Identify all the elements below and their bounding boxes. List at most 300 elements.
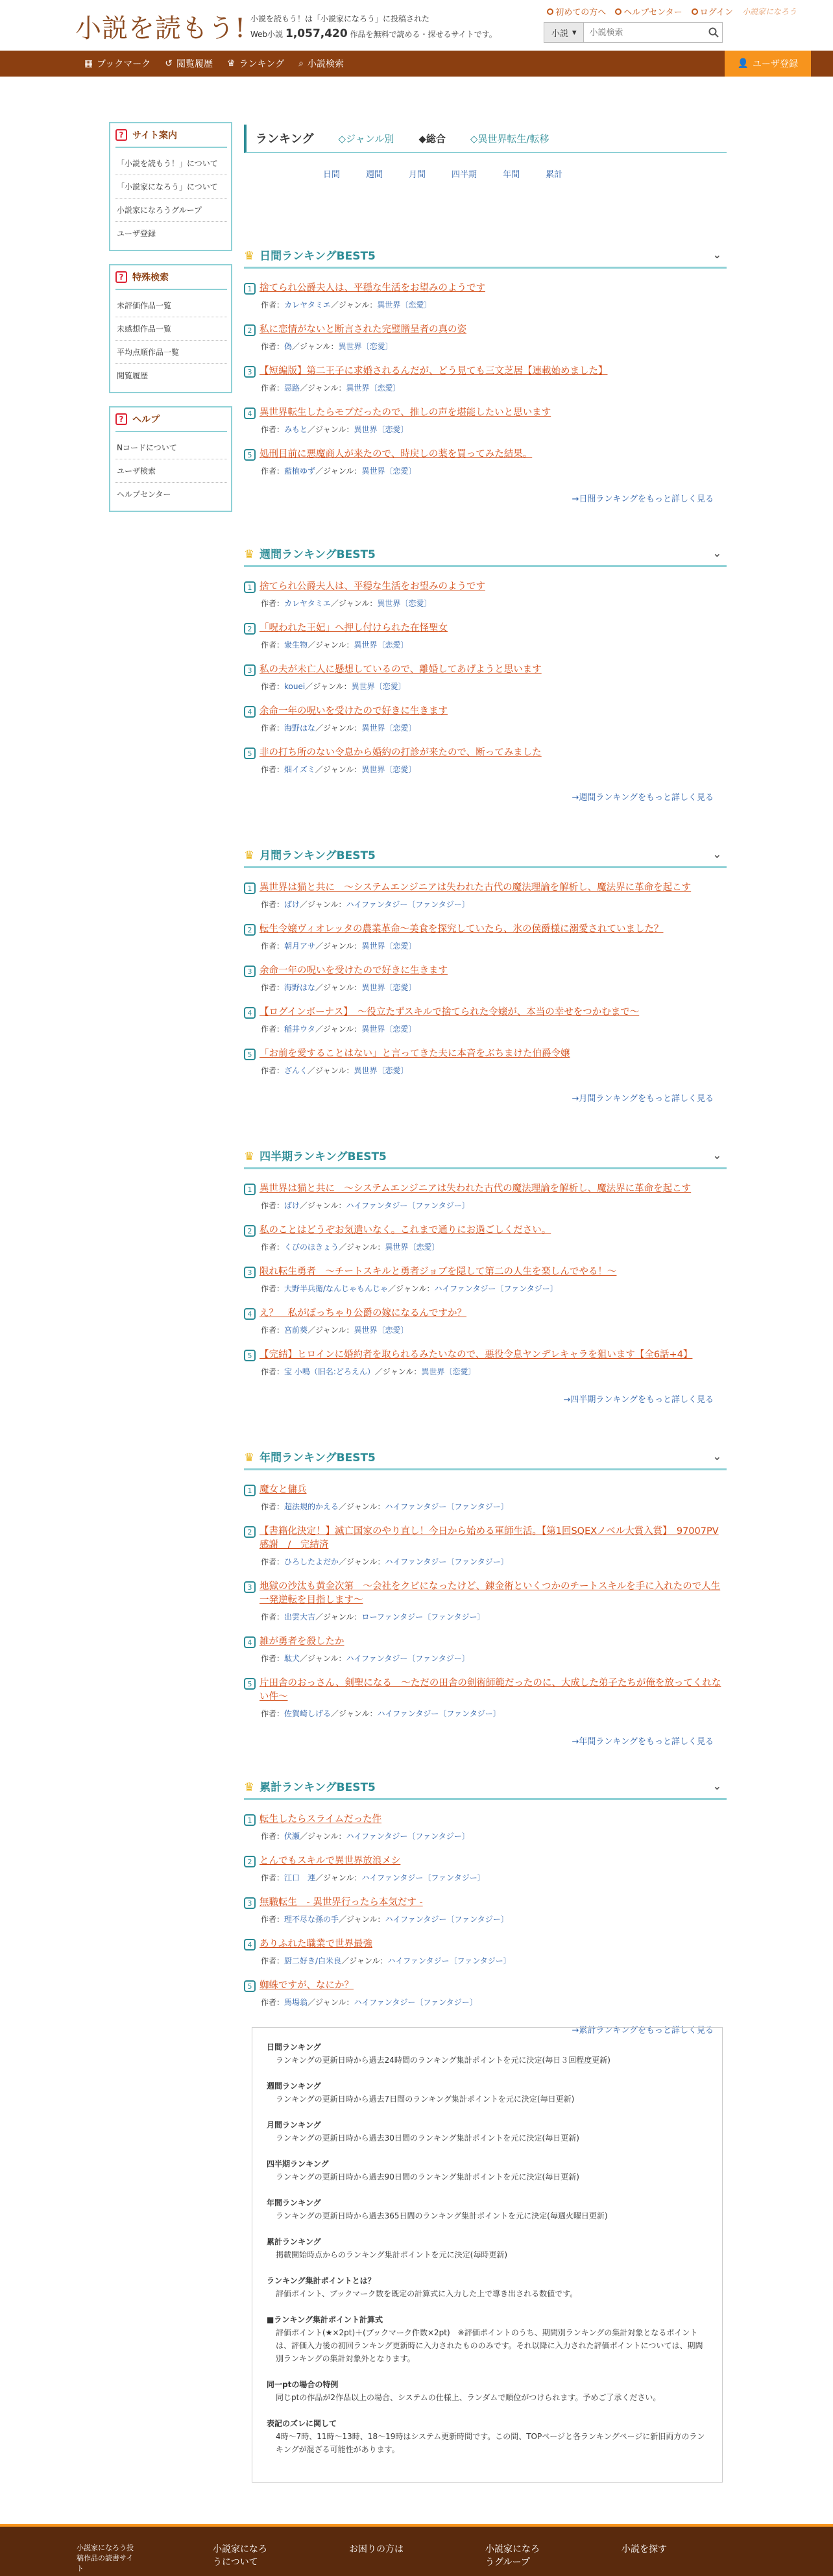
rank-number: 5 bbox=[244, 1049, 256, 1060]
novel-meta bbox=[261, 1997, 727, 2008]
author-link[interactable]: 江口 連 bbox=[284, 1873, 316, 1882]
sidebar-link[interactable]: Nコードについて bbox=[115, 436, 227, 459]
nav-history[interactable]: ↺ 閲覧履歴 bbox=[165, 58, 213, 69]
novel-title-link[interactable]: 処刑目前に悪魔商人が来たので、時戻しの薬を買ってみた結果。 bbox=[260, 449, 533, 459]
novel-meta bbox=[261, 722, 727, 733]
nav-ranking[interactable]: ♛ ランキング bbox=[227, 58, 285, 69]
period-link[interactable]: 累計 bbox=[546, 170, 563, 180]
tagline: 小説を読もう！は「小説家になろう」に投稿された bbox=[250, 14, 430, 23]
rank-number: 3 bbox=[244, 1581, 256, 1593]
sidebar-link[interactable]: 閲覧履歴 bbox=[117, 371, 149, 380]
novel-meta bbox=[261, 1653, 727, 1664]
ranking-item bbox=[244, 1483, 727, 1512]
tab-overall[interactable]: ◆総合 bbox=[418, 132, 446, 145]
site-footer bbox=[0, 2524, 833, 2576]
novel-meta bbox=[261, 299, 727, 310]
novel-meta bbox=[261, 1241, 727, 1252]
author-label: 作者： bbox=[261, 1915, 285, 1924]
main-nav bbox=[0, 51, 833, 77]
rank-number: 1 bbox=[244, 1485, 256, 1496]
author-link[interactable]: 出雲大吉 bbox=[284, 1612, 316, 1622]
more-ranking-link[interactable]: →週間ランキングをもっと詳しく見る bbox=[572, 793, 714, 803]
genre-link[interactable]: ハイファンタジー〔ファンタジー〕 bbox=[346, 900, 470, 909]
novel-title-link[interactable]: 限れ転生勇者 ～チートスキルと勇者ジョブを隠して第二の人生を楽しんでやる！～ bbox=[260, 1267, 617, 1277]
ranking-item bbox=[244, 746, 727, 775]
period-link[interactable]: 週間 bbox=[366, 170, 383, 180]
genre-label: ／ジャンル： bbox=[292, 342, 339, 351]
footer-link[interactable]: お困りの方は bbox=[349, 2544, 404, 2555]
tab-isekai[interactable]: ◇異世界転生/転移 bbox=[470, 132, 549, 145]
genre-label: ／ジャンル： bbox=[339, 1557, 385, 1566]
note-body: 同じptの作品が2作品以上の場合、システムの仕様上、ランダムで順位がつけられます。予めご了承ください。 bbox=[276, 2393, 661, 2402]
genre-link[interactable]: 異世界〔恋愛〕 bbox=[421, 1367, 476, 1376]
rank-number: 2 bbox=[244, 924, 256, 936]
nav-search[interactable]: ⌕ 小説検索 bbox=[298, 58, 344, 69]
chevron-down-icon: ⌄ bbox=[712, 1780, 721, 1792]
novel-meta bbox=[261, 1830, 727, 1841]
footer-link[interactable]: 小説家になろうグループ bbox=[485, 2544, 540, 2568]
syosetu-brand-link[interactable]: 小説家になろう bbox=[742, 7, 797, 16]
novel-meta bbox=[261, 1324, 727, 1335]
rank-number: 2 bbox=[244, 324, 256, 336]
author-link[interactable]: 藍植ゆず bbox=[284, 467, 316, 476]
more-ranking-link[interactable]: →月間ランキングをもっと詳しく見る bbox=[572, 1094, 714, 1104]
author-link[interactable]: 畑イズミ bbox=[284, 765, 315, 774]
author-label: 作者： bbox=[261, 765, 285, 774]
rank-number: 3 bbox=[244, 366, 256, 378]
search-button[interactable] bbox=[705, 23, 722, 42]
novel-meta bbox=[261, 1556, 727, 1567]
genre-link[interactable]: ハイファンタジー〔ファンタジー〕 bbox=[385, 1915, 509, 1924]
genre-label: ／ジャンル： bbox=[331, 1709, 378, 1718]
ranking-item-row bbox=[244, 1525, 727, 1552]
crown-icon: ♛ bbox=[227, 58, 235, 69]
novel-title-link[interactable]: 蜘蛛ですが、なにか？ bbox=[260, 1980, 354, 1991]
author-link[interactable]: 超法規的かえる bbox=[284, 1502, 339, 1511]
novel-title-link[interactable]: 異世界は猫と共に ～システムエンジニアは失われた古代の魔法理論を解析し、魔法界に革命を起こす bbox=[260, 882, 692, 893]
genre-link[interactable]: ローファンタジー〔ファンタジー〕 bbox=[361, 1612, 485, 1622]
genre-link[interactable]: ハイファンタジー〔ファンタジー〕 bbox=[434, 1284, 558, 1293]
section-title-wrap bbox=[244, 247, 376, 263]
novel-title-link[interactable]: 私のことはどうぞお気遣いなく。これまで通りにお過ごしください。 bbox=[260, 1225, 551, 1235]
ranking-item-row bbox=[244, 1677, 727, 1704]
ranking-item-row bbox=[244, 282, 727, 295]
novel-title-link[interactable]: 捨てられ公爵夫人は、平穏な生活をお望みのようです bbox=[260, 283, 485, 293]
genre-link[interactable]: ハイファンタジー〔ファンタジー〕 bbox=[346, 1832, 470, 1841]
sidebar-heading bbox=[115, 271, 227, 290]
author-link[interactable]: ばけ bbox=[284, 1201, 300, 1210]
ranking-item-row bbox=[244, 1348, 727, 1362]
novel-title-link[interactable]: 私に恋情がないと断言された完璧贈呈者の真の姿 bbox=[260, 324, 466, 335]
genre-link[interactable]: 異世界〔恋愛〕 bbox=[351, 682, 406, 691]
ranking-section bbox=[244, 545, 727, 803]
author-link[interactable]: 宮前葵 bbox=[284, 1326, 308, 1335]
novel-title-link[interactable]: 雑が勇者を殺したか bbox=[260, 1636, 344, 1647]
author-label: 作者： bbox=[261, 942, 285, 951]
ranking-item bbox=[244, 1813, 727, 1841]
author-label: 作者： bbox=[261, 1201, 285, 1210]
more-ranking-link[interactable]: →年間ランキングをもっと詳しく見る bbox=[572, 1737, 714, 1747]
novel-title-link[interactable]: 片田舎のおっさん、剣聖になる ～ただの田舎の剣術師範だったのに、大成した弟子たちが俺を放ってくれない件～ bbox=[260, 1678, 721, 1702]
chevron-down-icon: ⌄ bbox=[712, 249, 721, 261]
note-body: 4時〜7時、11時〜13時、18〜19時はシステム更新時間です。この間、TOPページと各ランキングページに新旧両方のランキングが混ざる可能性があります。 bbox=[276, 2432, 705, 2454]
ranking-item-row bbox=[244, 1006, 727, 1019]
genre-label: ／ジャンル： bbox=[305, 682, 352, 691]
tab-genre[interactable]: ◇ジャンル別 bbox=[338, 132, 394, 145]
ranking-item-row bbox=[244, 448, 727, 461]
ranking-item bbox=[244, 1677, 727, 1719]
ranking-item-row bbox=[244, 964, 727, 978]
novel-meta bbox=[261, 639, 727, 650]
novel-title-link[interactable]: 転生令嬢ヴィオレッタの農業革命～美食を探究していたら、氷の侯爵様に溺愛されていました？ bbox=[260, 924, 664, 934]
section-title: 四半期ランキングBEST5 bbox=[260, 1150, 387, 1163]
author-label: 作者： bbox=[261, 1557, 285, 1566]
ranking-item-row bbox=[244, 1224, 727, 1237]
author-link[interactable]: 佐賀崎しげる bbox=[284, 1709, 332, 1718]
ranking-section bbox=[244, 1448, 727, 1747]
author-label: 作者： bbox=[261, 1998, 285, 2007]
genre-label: ／ジャンル： bbox=[339, 1502, 385, 1511]
genre-link[interactable]: 異世界〔恋愛〕 bbox=[361, 983, 416, 992]
genre-link[interactable]: ハイファンタジー〔ファンタジー〕 bbox=[361, 1873, 485, 1882]
genre-link[interactable]: 異世界〔恋愛〕 bbox=[354, 1066, 409, 1075]
ranking-item bbox=[244, 663, 727, 692]
rank-number: 5 bbox=[244, 1350, 256, 1361]
rank-number: 3 bbox=[244, 966, 256, 977]
beginner-link[interactable]: 初めての方へ bbox=[547, 5, 606, 18]
help-icon bbox=[615, 8, 622, 15]
novel-title-link[interactable]: とんでもスキルで異世界放浪メシ bbox=[260, 1856, 401, 1866]
crown-icon: ♛ bbox=[244, 1150, 255, 1163]
author-link[interactable]: 馬場翁 bbox=[284, 1998, 308, 2007]
nav-bookmark[interactable]: ▦ ブックマーク bbox=[84, 58, 151, 69]
author-link[interactable]: くびのほきょう bbox=[284, 1243, 339, 1252]
ranking-item bbox=[244, 1307, 727, 1335]
novel-title-link[interactable]: 余命一年の呪いを受けたので好きに生きます bbox=[260, 706, 448, 716]
author-label: 作者： bbox=[261, 1873, 285, 1882]
author-label: 作者： bbox=[261, 425, 285, 434]
ranking-item bbox=[244, 282, 727, 310]
ranking-section bbox=[244, 1778, 727, 2035]
footer-link[interactable]: 小説家になろう投稿作品の読書サイト bbox=[77, 2544, 134, 2573]
history-icon: ↺ bbox=[165, 58, 173, 69]
sidebar-link[interactable]: 小説家になろうグループ bbox=[115, 199, 227, 222]
novel-title-link[interactable]: 【完結】ヒロインに婚約者を取られるみたいなので、悪役令息ヤンデレキャラを狙います【全6話+4】 bbox=[260, 1350, 693, 1360]
genre-link[interactable]: 異世界〔恋愛〕 bbox=[361, 942, 416, 951]
ranking-item-row bbox=[244, 1047, 727, 1061]
rank-number: 3 bbox=[244, 664, 256, 676]
ranking-item bbox=[244, 365, 727, 393]
sidebar-link[interactable]: ヘルプセンター bbox=[117, 490, 171, 499]
footer-link[interactable]: 小説を探す bbox=[622, 2544, 667, 2555]
novel-meta bbox=[261, 424, 727, 435]
section-header[interactable] bbox=[244, 545, 727, 567]
chevron-down-icon: ⌄ bbox=[712, 547, 721, 559]
author-link[interactable]: 稲井ウタ bbox=[284, 1025, 315, 1034]
ranking-item-row bbox=[244, 580, 727, 594]
novel-title-link[interactable]: 異世界転生したらモブだったので、推しの声を堪能したいと思います bbox=[260, 407, 551, 418]
genre-link[interactable]: 異世界〔恋愛〕 bbox=[361, 765, 416, 774]
section-title-wrap bbox=[244, 545, 376, 561]
genre-link[interactable]: 異世界〔恋愛〕 bbox=[361, 467, 416, 476]
period-link[interactable]: 四半期 bbox=[452, 170, 477, 180]
sidebar-link[interactable]: 「小説を読もう！」について bbox=[115, 152, 227, 175]
section-title: 週間ランキングBEST5 bbox=[260, 548, 376, 561]
section-header[interactable] bbox=[244, 1778, 727, 1800]
note-heading: 同一ptの場合の特例 bbox=[267, 2380, 339, 2389]
ranking-item-row bbox=[244, 1182, 727, 1196]
author-link[interactable]: 偽 bbox=[284, 342, 293, 351]
period-link[interactable]: 月間 bbox=[409, 170, 426, 180]
genre-link[interactable]: 異世界〔恋愛〕 bbox=[338, 342, 393, 351]
novel-meta bbox=[261, 681, 727, 692]
genre-link[interactable]: 異世界〔恋愛〕 bbox=[354, 1326, 409, 1335]
period-link[interactable]: 年間 bbox=[503, 170, 520, 180]
novel-title-link[interactable]: え？ 私がぼっちゃり公爵の嫁になるんですか？ bbox=[260, 1308, 466, 1318]
genre-label: ／ジャンル： bbox=[315, 1873, 362, 1882]
sidebar-box bbox=[109, 406, 232, 512]
rank-number: 4 bbox=[244, 1308, 256, 1320]
author-label: 作者： bbox=[261, 467, 285, 476]
genre-label: ／ジャンル： bbox=[308, 425, 354, 434]
ranking-item-row bbox=[244, 663, 727, 677]
note-heading: 月間ランキング bbox=[267, 2120, 321, 2130]
ranking-item bbox=[244, 1635, 727, 1664]
rank-number: 5 bbox=[244, 1678, 256, 1690]
main-content bbox=[244, 125, 727, 2454]
genre-label: ／ジャンル： bbox=[308, 1998, 354, 2007]
more-ranking-link[interactable]: →累計ランキングをもっと詳しく見る bbox=[572, 2026, 714, 2035]
rank-number: 5 bbox=[244, 449, 256, 461]
genre-link[interactable]: ハイファンタジー〔ファンタジー〕 bbox=[354, 1998, 477, 2007]
note-heading: 累計ランキング bbox=[267, 2237, 321, 2246]
ranking-item-row bbox=[244, 1307, 727, 1320]
genre-link[interactable]: 異世界〔恋愛〕 bbox=[377, 300, 432, 310]
genre-link[interactable]: 異世界〔恋愛〕 bbox=[377, 599, 432, 608]
rank-number: 1 bbox=[244, 283, 256, 295]
author-label: 作者： bbox=[261, 1066, 285, 1075]
author-link[interactable]: カレヤタミエ bbox=[284, 300, 331, 310]
author-link[interactable]: 伏瀬 bbox=[284, 1832, 300, 1841]
site-header bbox=[0, 0, 833, 51]
novel-title-link[interactable]: 異世界は猫と共に ～システムエンジニアは失われた古代の魔法理論を解析し、魔法界に革命を起こす bbox=[260, 1184, 692, 1194]
novel-meta bbox=[261, 1200, 727, 1211]
genre-label: ／ジャンル： bbox=[339, 1915, 385, 1924]
novel-meta bbox=[261, 465, 727, 476]
chevron-down-icon: ⌄ bbox=[712, 848, 721, 860]
note-body: ランキングの更新日時から過去365日間のランキング集計ポイントを元に決定(毎週火曜日更新) bbox=[276, 2211, 608, 2220]
genre-label: ／ジャンル： bbox=[315, 765, 362, 774]
novel-title-link[interactable]: 「お前を愛することはない」と言ってきた夫に本音をぶちまけた伯爵令嬢 bbox=[260, 1049, 570, 1059]
novel-title-link[interactable]: 捨てられ公爵夫人は、平穏な生活をお望みのようです bbox=[260, 581, 485, 592]
ranking-item-row bbox=[244, 1938, 727, 1951]
ranking-item-row bbox=[244, 746, 727, 760]
section-header[interactable] bbox=[244, 1147, 727, 1169]
register-button[interactable]: 👤 ユーザ登録 bbox=[725, 51, 811, 77]
ranking-item bbox=[244, 1979, 727, 2008]
genre-link[interactable]: 異世界〔恋愛〕 bbox=[361, 723, 416, 733]
login-link[interactable]: ログイン bbox=[692, 5, 733, 18]
novel-meta bbox=[261, 598, 727, 609]
ranking-item bbox=[244, 1580, 727, 1622]
note-body: 掲載開始時点からのランキング集計ポイントを元に決定(毎時更新) bbox=[276, 2250, 508, 2259]
author-link[interactable]: 惡路 bbox=[284, 383, 300, 393]
page-title: ランキング bbox=[256, 132, 314, 146]
section-title-wrap bbox=[244, 846, 376, 862]
ranking-item bbox=[244, 406, 727, 435]
genre-link[interactable]: ハイファンタジー〔ファンタジー〕 bbox=[385, 1557, 509, 1566]
note-heading: 週間ランキング bbox=[267, 2082, 321, 2091]
note-body: ランキングの更新日時から過去24時間のランキング集計ポイントを元に決定(毎日３回程度更新) bbox=[276, 2056, 610, 2065]
novel-title-link[interactable]: 【書籍化決定！】滅亡国家のやり直し！今日から始める軍師生活。【第1回SQEXノベル大賞入賞】 97007PV感謝 / 完結済 bbox=[260, 1526, 719, 1550]
author-link[interactable]: 理不尽な孫の手 bbox=[284, 1915, 339, 1924]
author-link[interactable]: みもと bbox=[284, 425, 308, 434]
author-link[interactable]: kouei bbox=[284, 682, 306, 691]
search-type-select[interactable]: 小説 ▾ bbox=[544, 23, 584, 42]
author-link[interactable]: 衆生物 bbox=[284, 640, 308, 650]
author-link[interactable]: 大野半兵衛/なんじゃもんじゃ bbox=[284, 1284, 389, 1293]
help-center-link[interactable]: ヘルプセンター bbox=[615, 5, 682, 18]
author-label: 作者： bbox=[261, 1956, 285, 1965]
section-title: 月間ランキングBEST5 bbox=[260, 849, 376, 862]
rank-number: 2 bbox=[244, 623, 256, 635]
ranking-item-row bbox=[244, 1813, 727, 1827]
question-icon: ? bbox=[115, 271, 127, 283]
info-icon bbox=[547, 8, 553, 15]
author-link[interactable]: ばけ bbox=[284, 900, 300, 909]
novel-title-link[interactable]: 「呪われた王妃」へ押し付けられた在怪聖女 bbox=[260, 623, 448, 633]
novel-title-link[interactable]: 非の打ち所のない令息から婚約の打診が来たので、断ってみました bbox=[260, 747, 542, 758]
rank-number: 2 bbox=[244, 1225, 256, 1237]
author-label: 作者： bbox=[261, 1709, 285, 1718]
sidebar-link[interactable]: 未評価作品一覧 bbox=[115, 294, 227, 317]
ranking-item bbox=[244, 923, 727, 951]
section-header[interactable] bbox=[244, 1448, 727, 1470]
ranking-item-row bbox=[244, 323, 727, 337]
author-link[interactable]: 厨二好き/白米良 bbox=[284, 1956, 342, 1965]
genre-label: ／ジャンル： bbox=[339, 1243, 385, 1252]
author-label: 作者： bbox=[261, 1025, 285, 1034]
novel-title-link[interactable]: 【短編版】第二王子に求婚されるんだが、どう見ても三文芝居【連載始めました】 bbox=[260, 366, 608, 376]
chevron-down-icon: ▾ bbox=[572, 27, 577, 38]
genre-link[interactable]: 異世界〔恋愛〕 bbox=[346, 383, 401, 393]
rank-number: 1 bbox=[244, 1814, 256, 1826]
question-icon: ? bbox=[115, 129, 127, 141]
sidebar-link[interactable]: 平均点順作品一覧 bbox=[115, 341, 227, 364]
section-header[interactable] bbox=[244, 846, 727, 868]
author-label: 作者： bbox=[261, 682, 285, 691]
novel-title-link[interactable]: 私の夫が未亡人に懸想しているので、離婚してあげようと思います bbox=[260, 664, 542, 675]
search-input[interactable] bbox=[584, 23, 705, 42]
rank-number: 2 bbox=[244, 1856, 256, 1867]
ranking-section bbox=[244, 1147, 727, 1405]
novel-title-link[interactable]: 転生したらスライムだった件 bbox=[260, 1814, 382, 1825]
ranking-notes bbox=[252, 2027, 723, 2483]
sidebar-box bbox=[109, 122, 232, 251]
genre-link[interactable]: ハイファンタジー〔ファンタジー〕 bbox=[346, 1201, 470, 1210]
genre-link[interactable]: 異世界〔恋愛〕 bbox=[354, 640, 409, 650]
genre-label: ／ジャンル： bbox=[315, 1612, 362, 1622]
sidebar-link[interactable]: ユーザ登録 bbox=[117, 229, 156, 238]
genre-label: ／ジャンル： bbox=[300, 1201, 346, 1210]
genre-label: ／ジャンル： bbox=[300, 900, 346, 909]
search-box bbox=[544, 22, 723, 43]
novel-meta bbox=[261, 1023, 727, 1034]
rank-number: 5 bbox=[244, 1980, 256, 1992]
section-header[interactable] bbox=[244, 247, 727, 269]
genre-label: ／ジャンル： bbox=[330, 300, 378, 310]
period-link[interactable]: 日間 bbox=[323, 170, 341, 180]
ranking-item-row bbox=[244, 1896, 727, 1910]
novel-title-link[interactable]: 余命一年の呪いを受けたので好きに生きます bbox=[260, 966, 448, 976]
rank-number: 4 bbox=[244, 1007, 256, 1019]
ranking-item-row bbox=[244, 365, 727, 378]
novel-title-link[interactable]: 地獄の沙汰も黄金次第 ～会社をクビになったけど、錬金術といくつかのチートスキルを手に入れたので人生一発逆転を目指します～ bbox=[260, 1581, 721, 1605]
novel-count: 1,057,420 bbox=[285, 27, 348, 40]
novel-title-link[interactable]: 無職転生 - 異世界行ったら本気だす - bbox=[260, 1897, 423, 1908]
author-link[interactable]: カレヤタミエ bbox=[284, 599, 331, 608]
sidebar-link[interactable]: 「小説家になろう」について bbox=[115, 175, 227, 199]
rank-number: 3 bbox=[244, 1267, 256, 1278]
crown-icon: ♛ bbox=[244, 249, 255, 263]
sidebar-link[interactable]: 未感想作品一覧 bbox=[115, 317, 227, 341]
novel-meta bbox=[261, 341, 727, 352]
genre-link[interactable]: ハイファンタジー〔ファンタジー〕 bbox=[385, 1502, 509, 1511]
section-title-wrap bbox=[244, 1147, 387, 1163]
more-ranking-link[interactable]: →四半期ランキングをもっと詳しく見る bbox=[563, 1395, 714, 1405]
author-link[interactable]: 朝月アサ bbox=[284, 942, 316, 951]
novel-meta bbox=[261, 940, 727, 951]
author-label: 作者： bbox=[261, 1654, 285, 1663]
note-heading: ■ランキング集計ポイント計算式 bbox=[267, 2315, 383, 2324]
more-ranking-link[interactable]: →日間ランキングをもっと詳しく見る bbox=[572, 494, 714, 504]
ranking-item bbox=[244, 1265, 727, 1294]
note-body: ランキングの更新日時から過去30日間のランキング集計ポイントを元に決定(毎日更新) bbox=[276, 2133, 579, 2143]
genre-link[interactable]: 異世界〔恋愛〕 bbox=[385, 1243, 440, 1252]
ranking-item bbox=[244, 1938, 727, 1966]
author-link[interactable]: 海野はな bbox=[284, 983, 316, 992]
genre-link[interactable]: ハイファンタジー〔ファンタジー〕 bbox=[346, 1654, 470, 1663]
chevron-down-icon: ⌄ bbox=[712, 1149, 721, 1161]
ranking-item bbox=[244, 622, 727, 650]
sidebar-link[interactable]: ユーザ検索 bbox=[115, 459, 227, 483]
note-body: 評価ポイント、ブックマーク数を既定の計算式に入力した上で導き出される数値です。 bbox=[276, 2289, 578, 2298]
genre-label: ／ジャンル： bbox=[308, 1066, 354, 1075]
author-link[interactable]: 宝 小鳴（旧名:どろえん） bbox=[284, 1367, 375, 1376]
novel-title-link[interactable]: 魔女と傭兵 bbox=[260, 1485, 307, 1495]
site-logo[interactable]: 小説を読もう! bbox=[75, 14, 247, 43]
ranking-item bbox=[244, 1006, 727, 1034]
genre-link[interactable]: 異世界〔恋愛〕 bbox=[361, 1025, 416, 1034]
genre-link[interactable]: ハイファンタジー〔ファンタジー〕 bbox=[377, 1709, 501, 1718]
genre-link[interactable]: 異世界〔恋愛〕 bbox=[354, 425, 409, 434]
novel-title-link[interactable]: 【ログインボーナス】 ～役立たずスキルで捨てられた令嬢が、本当の幸せをつかむまで～ bbox=[260, 1007, 640, 1017]
author-link[interactable]: ざんく bbox=[284, 1066, 308, 1075]
rank-number: 2 bbox=[244, 1526, 256, 1538]
top-links bbox=[547, 5, 797, 18]
author-link[interactable]: 駄犬 bbox=[284, 1654, 300, 1663]
author-link[interactable]: 海野はな bbox=[284, 723, 316, 733]
genre-link[interactable]: ハイファンタジー〔ファンタジー〕 bbox=[387, 1956, 511, 1965]
ranking-item-row bbox=[244, 1635, 727, 1649]
ranking-section bbox=[244, 247, 727, 504]
author-link[interactable]: ひろしたよだか bbox=[284, 1557, 339, 1566]
ranking-item bbox=[244, 580, 727, 609]
novel-title-link[interactable]: ありふれた職業で世界最強 bbox=[260, 1939, 372, 1949]
footer-link[interactable]: 小説家になろうについて bbox=[213, 2544, 267, 2568]
novel-meta bbox=[261, 764, 727, 775]
note-body: ランキングの更新日時から過去7日間のランキング集計ポイントを元に決定(毎日更新) bbox=[276, 2095, 575, 2104]
